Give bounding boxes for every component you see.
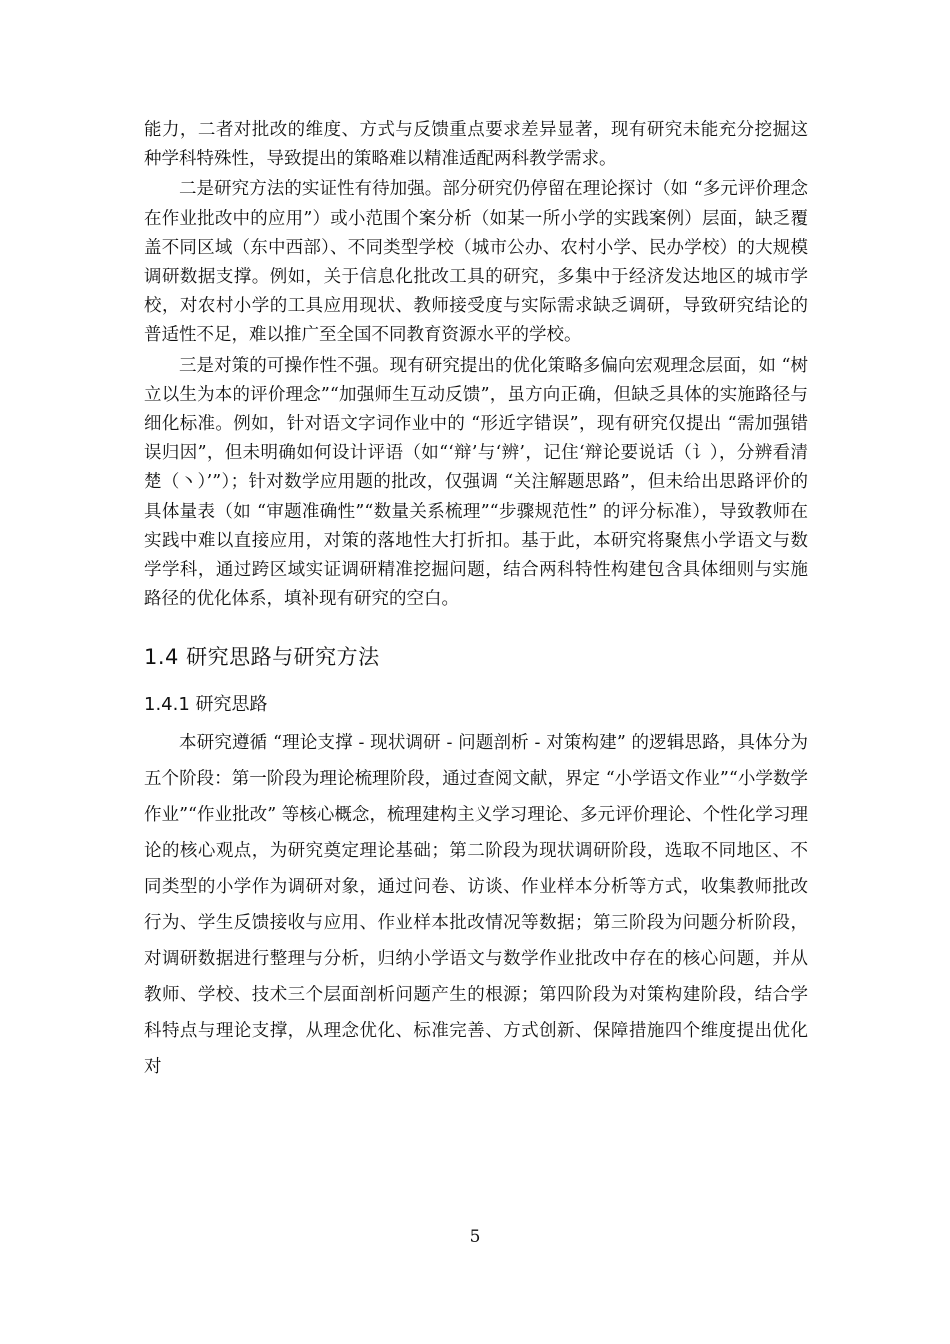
subsection-heading: 1.4.1 研究思路 [144,694,268,716]
paragraph-strategy-operability: 三是对策的可操作性不强。现有研究提出的优化策略多偏向宏观理念层面，如 “树立以生为本的评价理念”“加强师生互动反馈”，虽方向正确，但缺乏具体的实施路径与细化标准。例如，针对语文字词作业中的 “形近字错误”，现有研究仅提出 “需加强错误归因”，但未明确如何设计评语（如“‘辩’与‘辨’，记住‘辩论要说话（讠），分辨看清楚（丶）’”）；针对数学应用题的批改，仅强调 “关注解题思路”，但未给出思路评价的具体量表（如 “审题准确性”“数量关系梳理”“步骤规范性” 的评分标准），导致教师在实践中难以直接应用，对策的落地性大打折扣。基于此，本研究将聚焦小学语文与数学学科，通过跨区域实证调研精准挖掘问题，结合两科特性构建包含具体细则与实施路径的优化体系，填补现有研究的空白。 [144,355,808,610]
paragraph-research-method-weakness: 二是研究方法的实证性有待加强。部分研究仍停留在理论探讨（如 “多元评价理念在作业批改中的应用”）或小范围个案分析（如某一所小学的实践案例）层面，缺乏覆盖不同区域（东中西部）、不同类型学校（城市公办、农村小学、民办学校）的大规模调研数据支撑。例如，关于信息化批改工具的研究，多集中于经济发达地区的城市学校，对农村小学的工具应用现状、教师接受度与实际需求缺乏调研，导致研究结论的普适性不足，难以推广至全国不同教育资源水平的学校。 [144,179,808,346]
page-content [144,116,808,1085]
paragraph-continued: 能力，二者对批改的维度、方式与反馈重点要求差异显著，现有研究未能充分挖掘这种学科特殊性，导致提出的策略难以精准适配两科教学需求。 [144,120,808,170]
page-number: 5 [469,1227,481,1247]
section-heading: 1.4 研究思路与研究方法 [144,645,380,670]
paragraph-research-approach: 本研究遵循 “理论支撑 - 现状调研 - 问题剖析 - 对策构建” 的逻辑思路，具体分为五个阶段：第一阶段为理论梳理阶段，通过查阅文献，界定 “小学语文作业”“小学数学作业”“作业批改” 等核心概念，梳理建构主义学习理论、多元评价理论、个性化学习理论的核心观点，为研究奠定理论基础；第二阶段为现状调研阶段，选取不同地区、不同类型的小学作为调研对象，通过问卷、访谈、作业样本分析等方式，收集教师批改行为、学生反馈接收与应用、作业样本批改情况等数据；第三阶段为问题分析阶段，对调研数据进行整理与分析，归纳小学语文与数学作业批改中存在的核心问题，并从教师、学校、技术三个层面剖析问题产生的根源；第四阶段为对策构建阶段，结合学科特点与理论支撑，从理念优化、标准完善、方式创新、保障措施四个维度提出优化对 [144,733,808,1078]
